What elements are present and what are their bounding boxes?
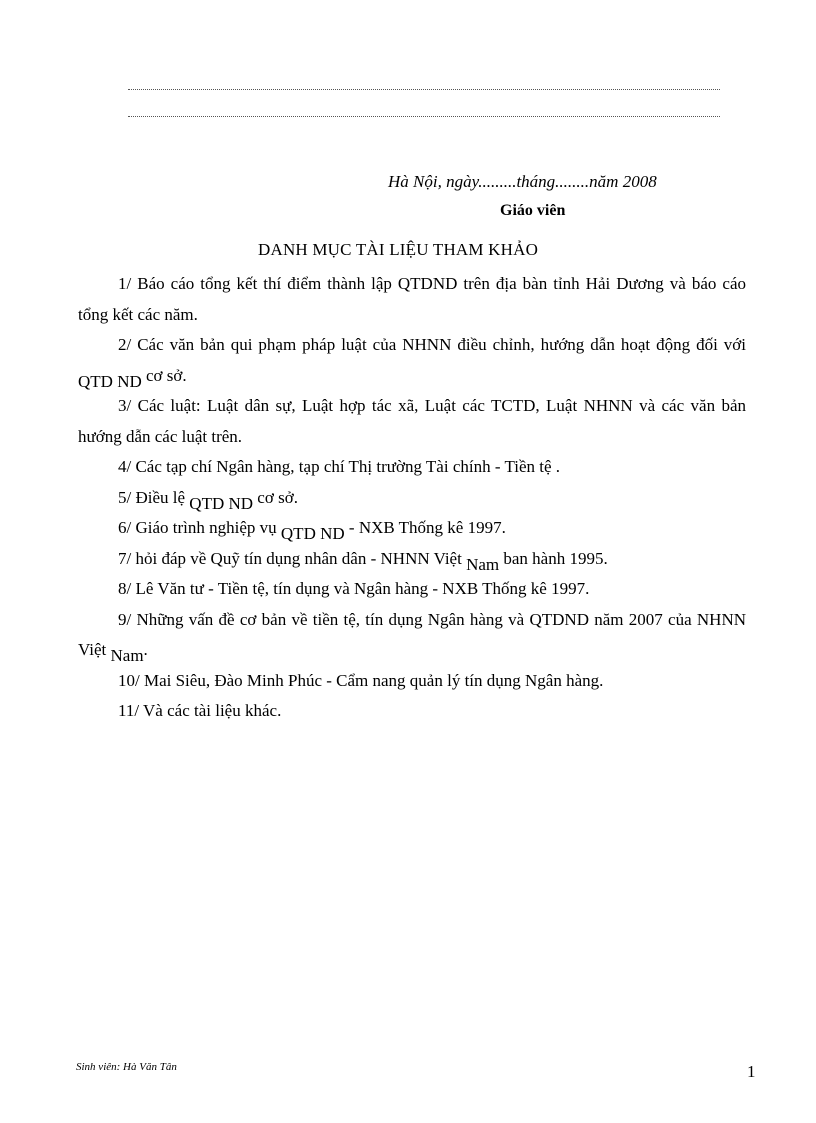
reference-abbrev: Nam xyxy=(466,554,500,574)
page-title: DANH MỤC TÀI LIỆU THAM KHẢO xyxy=(258,240,539,259)
reference-item-5 xyxy=(78,483,746,514)
reference-item-6 xyxy=(78,513,746,544)
signer-title: Giáo viên xyxy=(500,202,566,219)
page-number: 1 xyxy=(747,1062,756,1081)
reference-abbrev: Nam xyxy=(110,646,144,665)
reference-text: 7/ hỏi đáp về Quỹ tín dụng nhân dân - NHNN Việt xyxy=(118,548,467,568)
footer-student-name: Sinh viên: Hà Văn Tân xyxy=(76,1061,177,1073)
reference-text: 9/ Những vấn đề cơ bản về tiền tệ, tín dụng Ngân hàng và QTDND năm 2007 của NHNN Việt xyxy=(78,609,746,659)
reference-text: 5/ Điều lệ xyxy=(118,487,190,507)
dotted-line-2 xyxy=(128,116,720,117)
reference-text: 1/ Báo cáo tổng kết thí điểm thành lập QTDND trên địa bàn tỉnh Hải Dương và báo cáo tổng kết các năm. xyxy=(78,274,746,324)
date-line: Hà Nội, ngày.........tháng........năm 2008 xyxy=(388,172,657,191)
reference-text: 6/ Giáo trình nghiệp vụ xyxy=(118,518,281,537)
reference-text-tail: cơ sở. xyxy=(253,487,298,507)
reference-text-tail: . xyxy=(143,640,148,659)
reference-item-7 xyxy=(78,544,746,575)
reference-text-tail: - NXB Thống kê 1997. xyxy=(344,518,506,537)
reference-abbrev: QTD ND xyxy=(280,524,345,543)
reference-item-4 xyxy=(78,452,746,483)
reference-item-11 xyxy=(78,696,746,727)
dotted-line-1 xyxy=(128,89,720,90)
reference-item-10 xyxy=(78,666,746,697)
reference-text: 8/ Lê Văn tư - Tiền tệ, tín dụng và Ngân hàng - NXB Thống kê 1997. xyxy=(118,579,590,598)
reference-text: 11/ Và các tài liệu khác. xyxy=(118,701,282,720)
reference-text: 10/ Mai Siêu, Đào Minh Phúc - Cẩm nang quản lý tín dụng Ngân hàng. xyxy=(118,670,604,690)
reference-item-3 xyxy=(78,391,746,452)
reference-item-8 xyxy=(78,574,746,605)
reference-item-1 xyxy=(78,269,746,330)
reference-item-9 xyxy=(78,605,746,666)
reference-item-2 xyxy=(78,330,746,391)
reference-text-tail: cơ sở. xyxy=(141,365,187,385)
reference-abbrev: QTD ND xyxy=(78,371,142,391)
reference-text-tail: ban hành 1995. xyxy=(499,548,608,568)
reference-text: 4/ Các tạp chí Ngân hàng, tạp chí Thị trường Tài chính - Tiền tệ . xyxy=(118,457,561,476)
reference-abbrev: QTD ND xyxy=(189,493,254,513)
reference-text: 2/ Các văn bản qui phạm pháp luật của NHNN điều chỉnh, hướng dẫn hoạt động đối với xyxy=(118,335,746,354)
reference-text: 3/ Các luật: Luật dân sự, Luật hợp tác xã, Luật các TCTD, Luật NHNN và các văn bản hướng dẫn các luật trên. xyxy=(78,396,746,446)
reference-list xyxy=(78,269,746,727)
